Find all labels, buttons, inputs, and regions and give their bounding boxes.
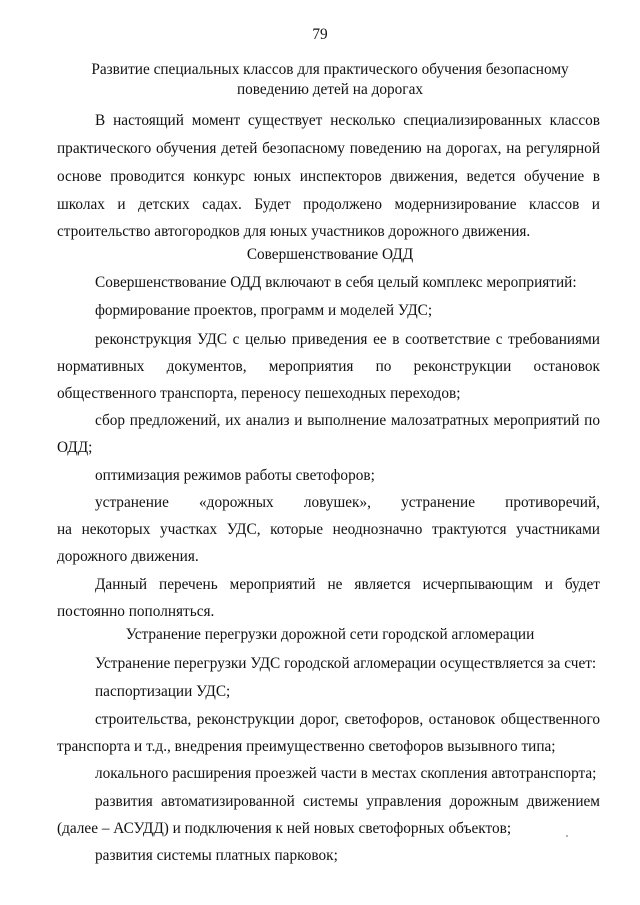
- paragraph-line: постоянно пополняться.: [57, 603, 215, 620]
- list-item: устранение «дорожных ловушек», устранение противоречий,: [95, 494, 600, 511]
- section-heading-classes-line2: поведению детей на дорогах: [236, 81, 424, 98]
- list-item: ОДД;: [57, 439, 93, 456]
- paragraph-line: основе проводится конкурс юных инспекторов движения, ведется обучение в: [57, 168, 600, 185]
- section-heading-congestion: Устранение перегрузки дорожной сети городской агломерации: [125, 626, 535, 643]
- paragraph-line: В настоящий момент существует несколько специализированных классов: [95, 112, 600, 129]
- section-heading-classes-line1: Развитие специальных классов для практического обучения безопасному: [91, 61, 569, 78]
- list-intro: Устранение перегрузки УДС городской агломерации осуществляется за счет:: [95, 655, 597, 672]
- list-item: реконструкция УДС с целью приведения ее в соответствие с требованиями: [95, 331, 600, 348]
- list-item: сбор предложений, их анализ и выполнение малозатратных мероприятий по: [95, 412, 600, 429]
- section-heading-odd: Совершенствование ОДД: [246, 246, 414, 263]
- list-item: развития системы платных парковок;: [95, 847, 338, 864]
- paragraph-line: школах и детских садах. Будет продолжено модернизирование классов и: [57, 196, 600, 213]
- list-item: транспорта и т.д., внедрения преимущественно светофоров вызывного типа;: [57, 738, 556, 755]
- scan-speck: [566, 835, 568, 837]
- list-item: (далее – АСУДД) и подключения к ней новых светофорных объектов;: [57, 820, 512, 837]
- list-item: паспортизации УДС;: [95, 683, 231, 700]
- list-item: оптимизация режимов работы светофоров;: [95, 467, 375, 484]
- list-item: локального расширения проезжей части в местах скопления автотранспорта;: [95, 765, 597, 782]
- page-number: 79: [312, 26, 328, 43]
- list-item: общественного транспорта, переносу пешеходных переходов;: [57, 385, 461, 402]
- list-item: строительства, реконструкции дорог, светофоров, остановок общественного: [95, 711, 600, 728]
- list-item: развития автоматизированной системы управления дорожным движением: [95, 793, 600, 810]
- list-item: дорожного движения.: [57, 548, 199, 565]
- paragraph-line: практического обучения детей безопасному поведению на дорогах, на регулярной: [57, 140, 600, 157]
- paragraph-line: строительство автогородков для юных участников дорожного движения.: [57, 223, 531, 240]
- paragraph-line: Данный перечень мероприятий не является исчерпывающим и будет: [95, 576, 600, 593]
- list-intro: Совершенствование ОДД включают в себя целый комплекс мероприятий:: [95, 274, 577, 291]
- list-item: нормативных документов, мероприятия по реконструкции остановок: [57, 358, 600, 375]
- list-item: на некоторых участках УДС, которые неоднозначно трактуются участниками: [57, 521, 600, 538]
- list-item: формирование проектов, программ и моделей УДС;: [95, 302, 433, 319]
